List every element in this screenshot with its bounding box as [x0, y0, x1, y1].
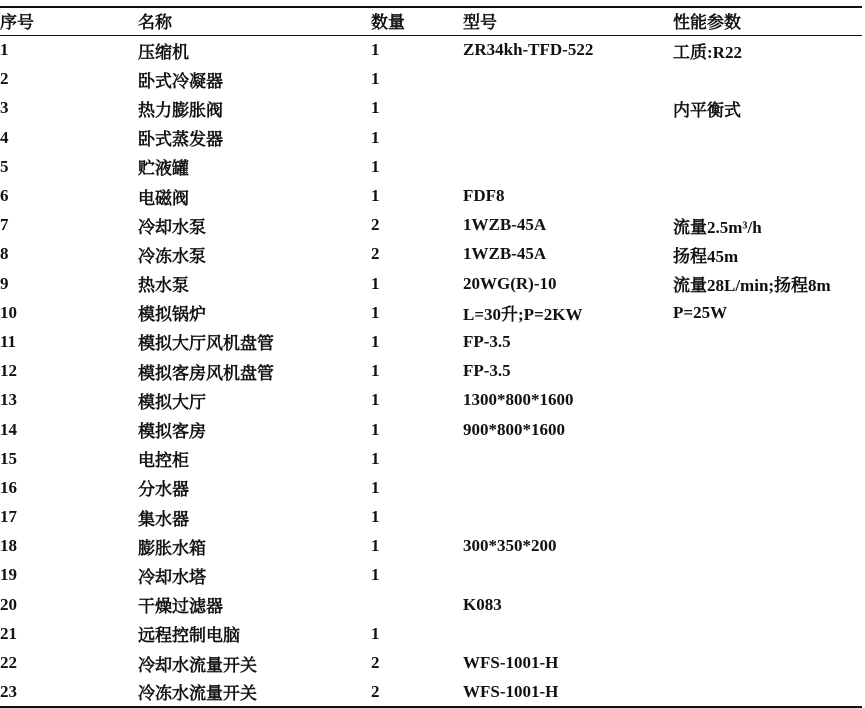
cell-no: 19 [0, 565, 17, 585]
header-row [0, 7, 862, 36]
cell-name: 热水泵 [138, 276, 189, 296]
cell-qty: 1 [371, 98, 380, 118]
table-header [0, 7, 862, 36]
cell-name: 卧式蒸发器 [138, 130, 223, 150]
cell-name: 远程控制电脑 [138, 626, 240, 646]
cell-no: 5 [0, 156, 9, 176]
table-row [0, 648, 862, 677]
cell-model: 1WZB-45A [463, 244, 547, 264]
table-row [0, 590, 862, 619]
table-row [0, 444, 862, 473]
cell-model: FDF8 [463, 186, 505, 206]
cell-qty: 1 [371, 273, 380, 293]
cell-name: 模拟大厅 [138, 392, 206, 412]
cell-param: 内平衡式 [673, 100, 741, 120]
cell-param: 扬程45m [673, 246, 739, 266]
cell-model: FP-3.5 [463, 331, 511, 351]
cell-qty: 1 [371, 507, 380, 527]
cell-qty: 1 [371, 477, 380, 497]
cell-param [673, 444, 862, 473]
cell-no: 13 [0, 390, 17, 410]
table-row [0, 415, 862, 444]
cell-name: 冷却水流量开关 [138, 655, 257, 675]
header-param: 性能参数 [673, 7, 862, 36]
cell-qty: 1 [371, 361, 380, 381]
cell-no: 12 [0, 361, 17, 381]
table-row [0, 65, 862, 94]
cell-qty: 2 [371, 215, 380, 235]
cell-param [673, 181, 862, 210]
cell-param: 流量2.5m³/h [673, 217, 762, 237]
cell-param: P=25W [673, 302, 728, 322]
cell-name: 集水器 [138, 509, 189, 529]
cell-model: 1300*800*1600 [463, 390, 574, 410]
table-row [0, 36, 862, 65]
cell-param: 流量28L/min;扬程8m [673, 276, 831, 296]
cell-no: 11 [0, 331, 17, 351]
cell-no: 7 [0, 215, 9, 235]
table-row [0, 211, 862, 240]
cell-name: 膨胀水箱 [138, 538, 206, 558]
cell-param: 工质:R22 [673, 42, 742, 62]
cell-qty: 1 [371, 565, 380, 585]
cell-qty: 1 [371, 40, 380, 60]
cell-name: 压缩机 [138, 42, 189, 62]
cell-qty: 1 [371, 69, 380, 89]
table-row [0, 678, 862, 707]
cell-model [463, 503, 673, 532]
cell-qty [371, 590, 463, 619]
equipment-table [0, 6, 862, 708]
cell-name: 分水器 [138, 480, 189, 500]
cell-no: 4 [0, 127, 9, 147]
cell-param [673, 357, 862, 386]
cell-model [463, 561, 673, 590]
cell-model: WFS-1001-H [463, 653, 559, 673]
header-name: 名称 [138, 7, 371, 36]
table-row [0, 240, 862, 269]
cell-name: 贮液罐 [138, 159, 189, 179]
table-body [0, 36, 862, 707]
cell-model: WFS-1001-H [463, 678, 673, 707]
cell-name: 模拟客房 [138, 422, 206, 442]
table-row [0, 94, 862, 123]
cell-name: 模拟大厅风机盘管 [138, 334, 274, 354]
cell-qty: 2 [371, 244, 380, 264]
header-no: 序号 [0, 7, 138, 36]
cell-qty: 1 [371, 419, 380, 439]
cell-no: 20 [0, 594, 17, 614]
cell-param [673, 152, 862, 181]
cell-param [673, 415, 862, 444]
table-row [0, 532, 862, 561]
cell-qty: 1 [371, 127, 380, 147]
cell-name: 干燥过滤器 [138, 597, 223, 617]
cell-param [673, 503, 862, 532]
cell-qty: 1 [371, 448, 380, 468]
table-row [0, 327, 862, 356]
cell-name: 卧式冷凝器 [138, 71, 223, 91]
cell-model [463, 473, 673, 502]
cell-param [673, 590, 862, 619]
table-row [0, 357, 862, 386]
cell-model [463, 619, 673, 648]
cell-qty: 1 [371, 186, 380, 206]
cell-name: 热力膨胀阀 [138, 100, 223, 120]
cell-name: 电控柜 [138, 451, 189, 471]
cell-no: 16 [0, 477, 17, 497]
table-row [0, 298, 862, 327]
cell-no: 17 [0, 507, 17, 527]
cell-model [463, 152, 673, 181]
cell-param [673, 327, 862, 356]
cell-model: FP-3.5 [463, 361, 511, 381]
cell-param [673, 678, 862, 707]
cell-param [673, 386, 862, 415]
cell-model [463, 123, 673, 152]
table-row [0, 152, 862, 181]
cell-qty: 1 [371, 623, 380, 643]
cell-name: 冷却水塔 [138, 567, 206, 587]
cell-param [673, 123, 862, 152]
cell-no: 23 [0, 678, 138, 707]
cell-param [673, 65, 862, 94]
cell-no: 14 [0, 419, 17, 439]
cell-no: 8 [0, 244, 9, 264]
cell-no: 9 [0, 273, 9, 293]
table-row [0, 386, 862, 415]
cell-param [673, 561, 862, 590]
cell-qty: 1 [371, 302, 380, 322]
cell-no: 10 [0, 302, 17, 322]
cell-name: 电磁阀 [138, 188, 189, 208]
cell-qty: 2 [371, 678, 463, 707]
table-row [0, 503, 862, 532]
cell-no: 22 [0, 653, 17, 673]
cell-model: ZR34kh-TFD-522 [463, 40, 594, 60]
cell-model [463, 444, 673, 473]
cell-model: 1WZB-45A [463, 215, 547, 235]
cell-name: 冷却水泵 [138, 217, 206, 237]
cell-name: 模拟锅炉 [138, 305, 206, 325]
cell-param [673, 619, 862, 648]
table-row [0, 561, 862, 590]
cell-param [673, 648, 862, 677]
cell-no: 3 [0, 98, 9, 118]
table-row [0, 123, 862, 152]
cell-name: 冷冻水泵 [138, 246, 206, 266]
cell-qty: 1 [371, 331, 380, 351]
header-qty: 数量 [371, 7, 463, 36]
cell-model: K083 [463, 594, 502, 614]
cell-model [463, 94, 673, 123]
table-row [0, 181, 862, 210]
cell-qty: 2 [371, 653, 380, 673]
cell-qty: 1 [371, 536, 380, 556]
cell-no: 21 [0, 623, 17, 643]
cell-param [673, 473, 862, 502]
cell-no: 18 [0, 536, 17, 556]
cell-qty: 1 [371, 390, 380, 410]
cell-model: 300*350*200 [463, 536, 557, 556]
table-row [0, 619, 862, 648]
table-row [0, 269, 862, 298]
cell-no: 1 [0, 40, 9, 60]
cell-model: 900*800*1600 [463, 419, 565, 439]
cell-name: 冷冻水流量开关 [138, 678, 371, 707]
cell-model [463, 65, 673, 94]
cell-param [673, 532, 862, 561]
cell-qty: 1 [371, 156, 380, 176]
cell-no: 2 [0, 69, 9, 89]
cell-no: 15 [0, 448, 17, 468]
cell-no: 6 [0, 186, 9, 206]
table-row [0, 473, 862, 502]
cell-name: 模拟客房风机盘管 [138, 363, 274, 383]
cell-model: L=30升;P=2KW [463, 305, 583, 325]
header-model: 型号 [463, 7, 673, 36]
cell-model: 20WG(R)-10 [463, 273, 557, 293]
